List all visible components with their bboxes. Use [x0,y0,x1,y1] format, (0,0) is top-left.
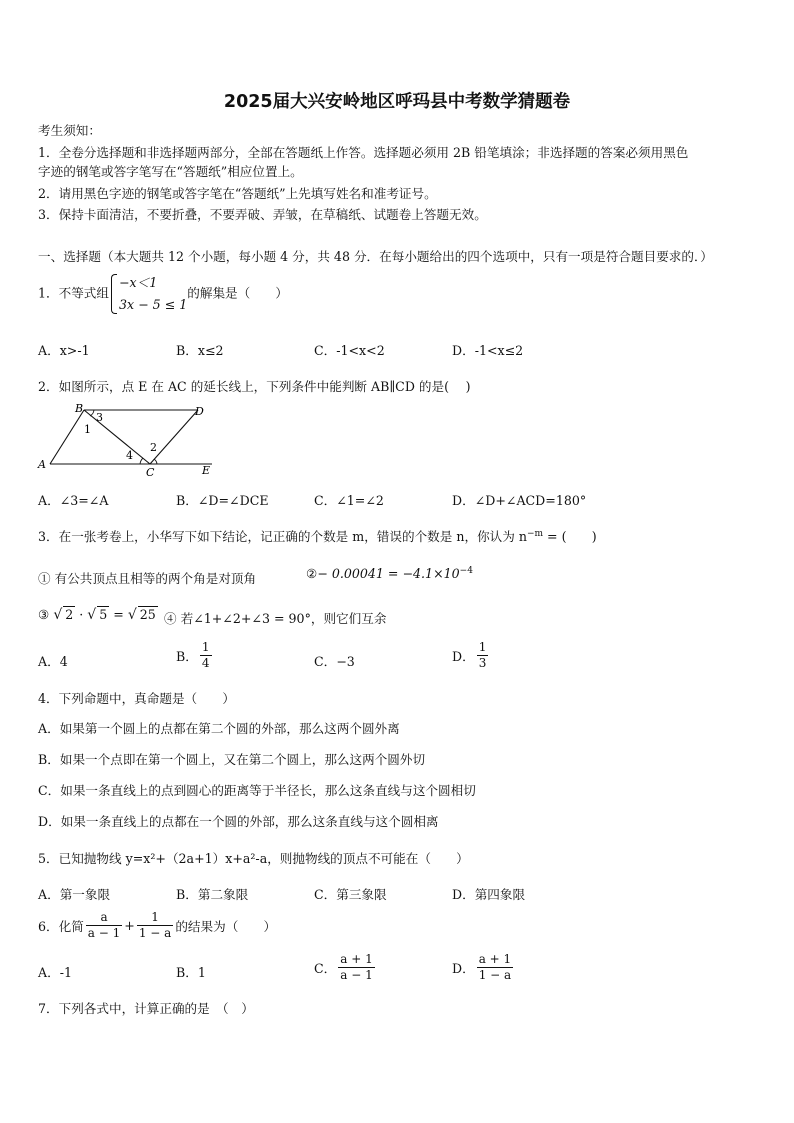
sqrt-icon: √ [127,607,137,623]
q2-figure [36,402,216,478]
q4-option-b: B．如果一个点即在第一个圆上，又在第二个圆上，那么这两个圆外切 [38,752,426,767]
q3-item-4: ④ 若∠1+∠2+∠3 = 90°，则它们互余 [164,611,387,626]
dot-operator: · [79,607,84,622]
denominator: a − 1 [340,968,373,982]
sqrt-icon: √ [53,607,63,623]
q2-option-b: B．∠D=∠DCE [176,493,269,508]
label-c: C [146,466,155,478]
q3-sqrt-5: 5 [99,607,108,622]
denominator: 4 [201,656,210,670]
q1-option-c: C．-1<x<2 [314,343,385,358]
question-2: 2．如图所示，点 E 在 AC 的延长线上，下列条件中能判断 AB∥CD 的是( ) [38,379,471,394]
equals-sign: = [113,607,124,622]
denominator: 1 − a [478,968,512,982]
q1-option-a: A．x>-1 [38,343,90,358]
numerator: a + 1 [478,952,512,966]
q3-sqrt-25: 25 [139,607,156,622]
q3-item-2 [306,566,473,581]
denominator: a − 1 [87,926,121,940]
q5-option-d: D．第四象限 [452,887,526,902]
sqrt-icon: √ [87,607,97,623]
question-5: 5．已知抛物线 y=x²+（2a+1）x+a²-a，则抛物线的顶点不可能在（ ） [38,851,469,866]
q3-item-2-expr: − 0.00041 = −4.1×10 [317,566,460,582]
q3-item-1: ① 有公共顶点且相等的两个角是对顶角 [38,571,257,586]
q3-item-3-label: ③ [38,607,50,622]
q2-option-c: C．∠1=∠2 [314,493,384,508]
q3-option-b [176,640,214,671]
q4-option-a: A．如果第一个圆上的点都在第二个圆的外部，那么这两个圆外离 [38,721,400,736]
question-4: 4．下列命题中，真命题是（ ） [38,691,235,706]
denominator: 1 − a [138,926,172,940]
q6-prefix: 6．化简 [38,919,84,934]
numerator: 1 [201,640,210,654]
q3-option-a: A．4 [38,654,68,669]
q3-option-d-fraction [477,640,489,671]
section-heading: 一、选择题（本大题共 12 个小题，每小题 4 分，共 48 分．在每小题给出的四个选项中，只有一项是符合题目要求的．） [38,249,713,264]
numerator: a + 1 [340,952,373,966]
label-2: 2 [150,441,157,454]
q5-option-c: C．第三象限 [314,887,387,902]
q6-option-d [452,952,515,983]
q6-fraction-1 [86,910,122,941]
q3-sup: −m [526,528,544,539]
q3-text: 3．在一张考卷上，小华写下如下结论，记正确的个数是 m，错误的个数是 n，你认为 n [38,529,527,544]
q6-option-a: A．-1 [38,965,72,980]
q5-option-a: A．第一象限 [38,887,111,902]
notice-heading: 考生须知： [38,123,101,138]
plus-sign: + [124,918,135,933]
q3-option-b-label: B． [176,649,198,664]
q2-option-d: D．∠D+∠ACD=180° [452,493,587,508]
q6-fraction-2 [137,910,173,941]
q3-option-c: C．−3 [314,654,355,669]
label-b: B [75,402,84,415]
notice-line-1b: 字迹的钢笔或答字笔写在“答题纸”相应位置上。 [38,164,303,179]
q5-option-b: B．第二象限 [176,887,249,902]
denominator: 3 [478,656,487,670]
line-cd [150,410,198,464]
label-d: D [195,405,204,418]
q1-ineq-1: −x＜1 [118,275,158,290]
q3-item-2-sup: −4 [459,566,473,576]
notice-line-2: 2．请用黑色字迹的钢笔或答字笔在“答题纸”上先填写姓名和准考证号。 [38,186,437,201]
angle-2-arc [154,459,157,464]
q1-ineq-2: 3x − 5 ≤ 1 [118,297,188,312]
line-ab [50,410,84,464]
question-7: 7．下列各式中，计算正确的是 （ ） [38,1001,254,1016]
q3-tail: = ( ) [543,529,597,544]
label-4: 4 [126,449,133,462]
q2-option-a: A．∠3=∠A [38,493,109,508]
question-1 [38,272,288,316]
angle-3-arc [90,410,94,416]
q4-option-d: D．如果一条直线上的点都在一个圆的外部，那么这条直线与这个圆相离 [38,814,439,829]
label-e: E [202,464,211,477]
q3-sqrt-2: 2 [65,607,74,622]
q3-option-b-fraction [200,640,212,671]
q6-option-c-fraction [338,952,374,983]
label-1: 1 [84,423,91,436]
notice-line-1a: 1．全卷分选择题和非选择题两部分，全部在答题纸上作答。选择题必须用 2B 铅笔填涂；非选择题的答案必须用黑色 [38,145,689,160]
label-3: 3 [96,411,103,424]
q1-option-b: B．x≤2 [176,343,224,358]
numerator: 1 [137,910,173,926]
q3-option-d [452,640,490,671]
q1-prefix: 1．不等式组 [38,285,109,301]
q6-option-c [314,952,377,983]
question-3 [38,526,597,545]
q6-option-d-fraction [477,952,513,983]
q1-suffix: 的解集是（ ） [187,285,288,301]
question-6 [38,910,276,941]
numerator: 1 [478,640,487,654]
q1-option-d: D．-1<x≤2 [452,343,524,358]
q3-option-d-label: D． [452,649,475,664]
angle-4-arc [140,458,143,464]
page-title: 2025届大兴安岭地区呼玛县中考数学猜题卷 [223,92,571,112]
q3-item-2-label: ② [306,566,318,582]
q3-item-3 [38,606,158,623]
q6-suffix: 的结果为（ ） [175,919,277,934]
q6-option-c-label: C． [314,961,337,976]
q1-inequality-system [109,272,187,316]
q6-option-b: B．1 [176,965,206,980]
numerator: a [86,910,122,926]
q6-option-d-label: D． [452,961,475,976]
label-a: A [38,458,46,471]
line-bc [84,410,150,464]
q4-option-c: C．如果一条直线上的点到圆心的距离等于半径长，那么这条直线与这个圆相切 [38,783,476,798]
notice-line-3: 3．保持卡面清洁，不要折叠，不要弄破、弄皱，在草稿纸、试题卷上答题无效。 [38,207,487,222]
